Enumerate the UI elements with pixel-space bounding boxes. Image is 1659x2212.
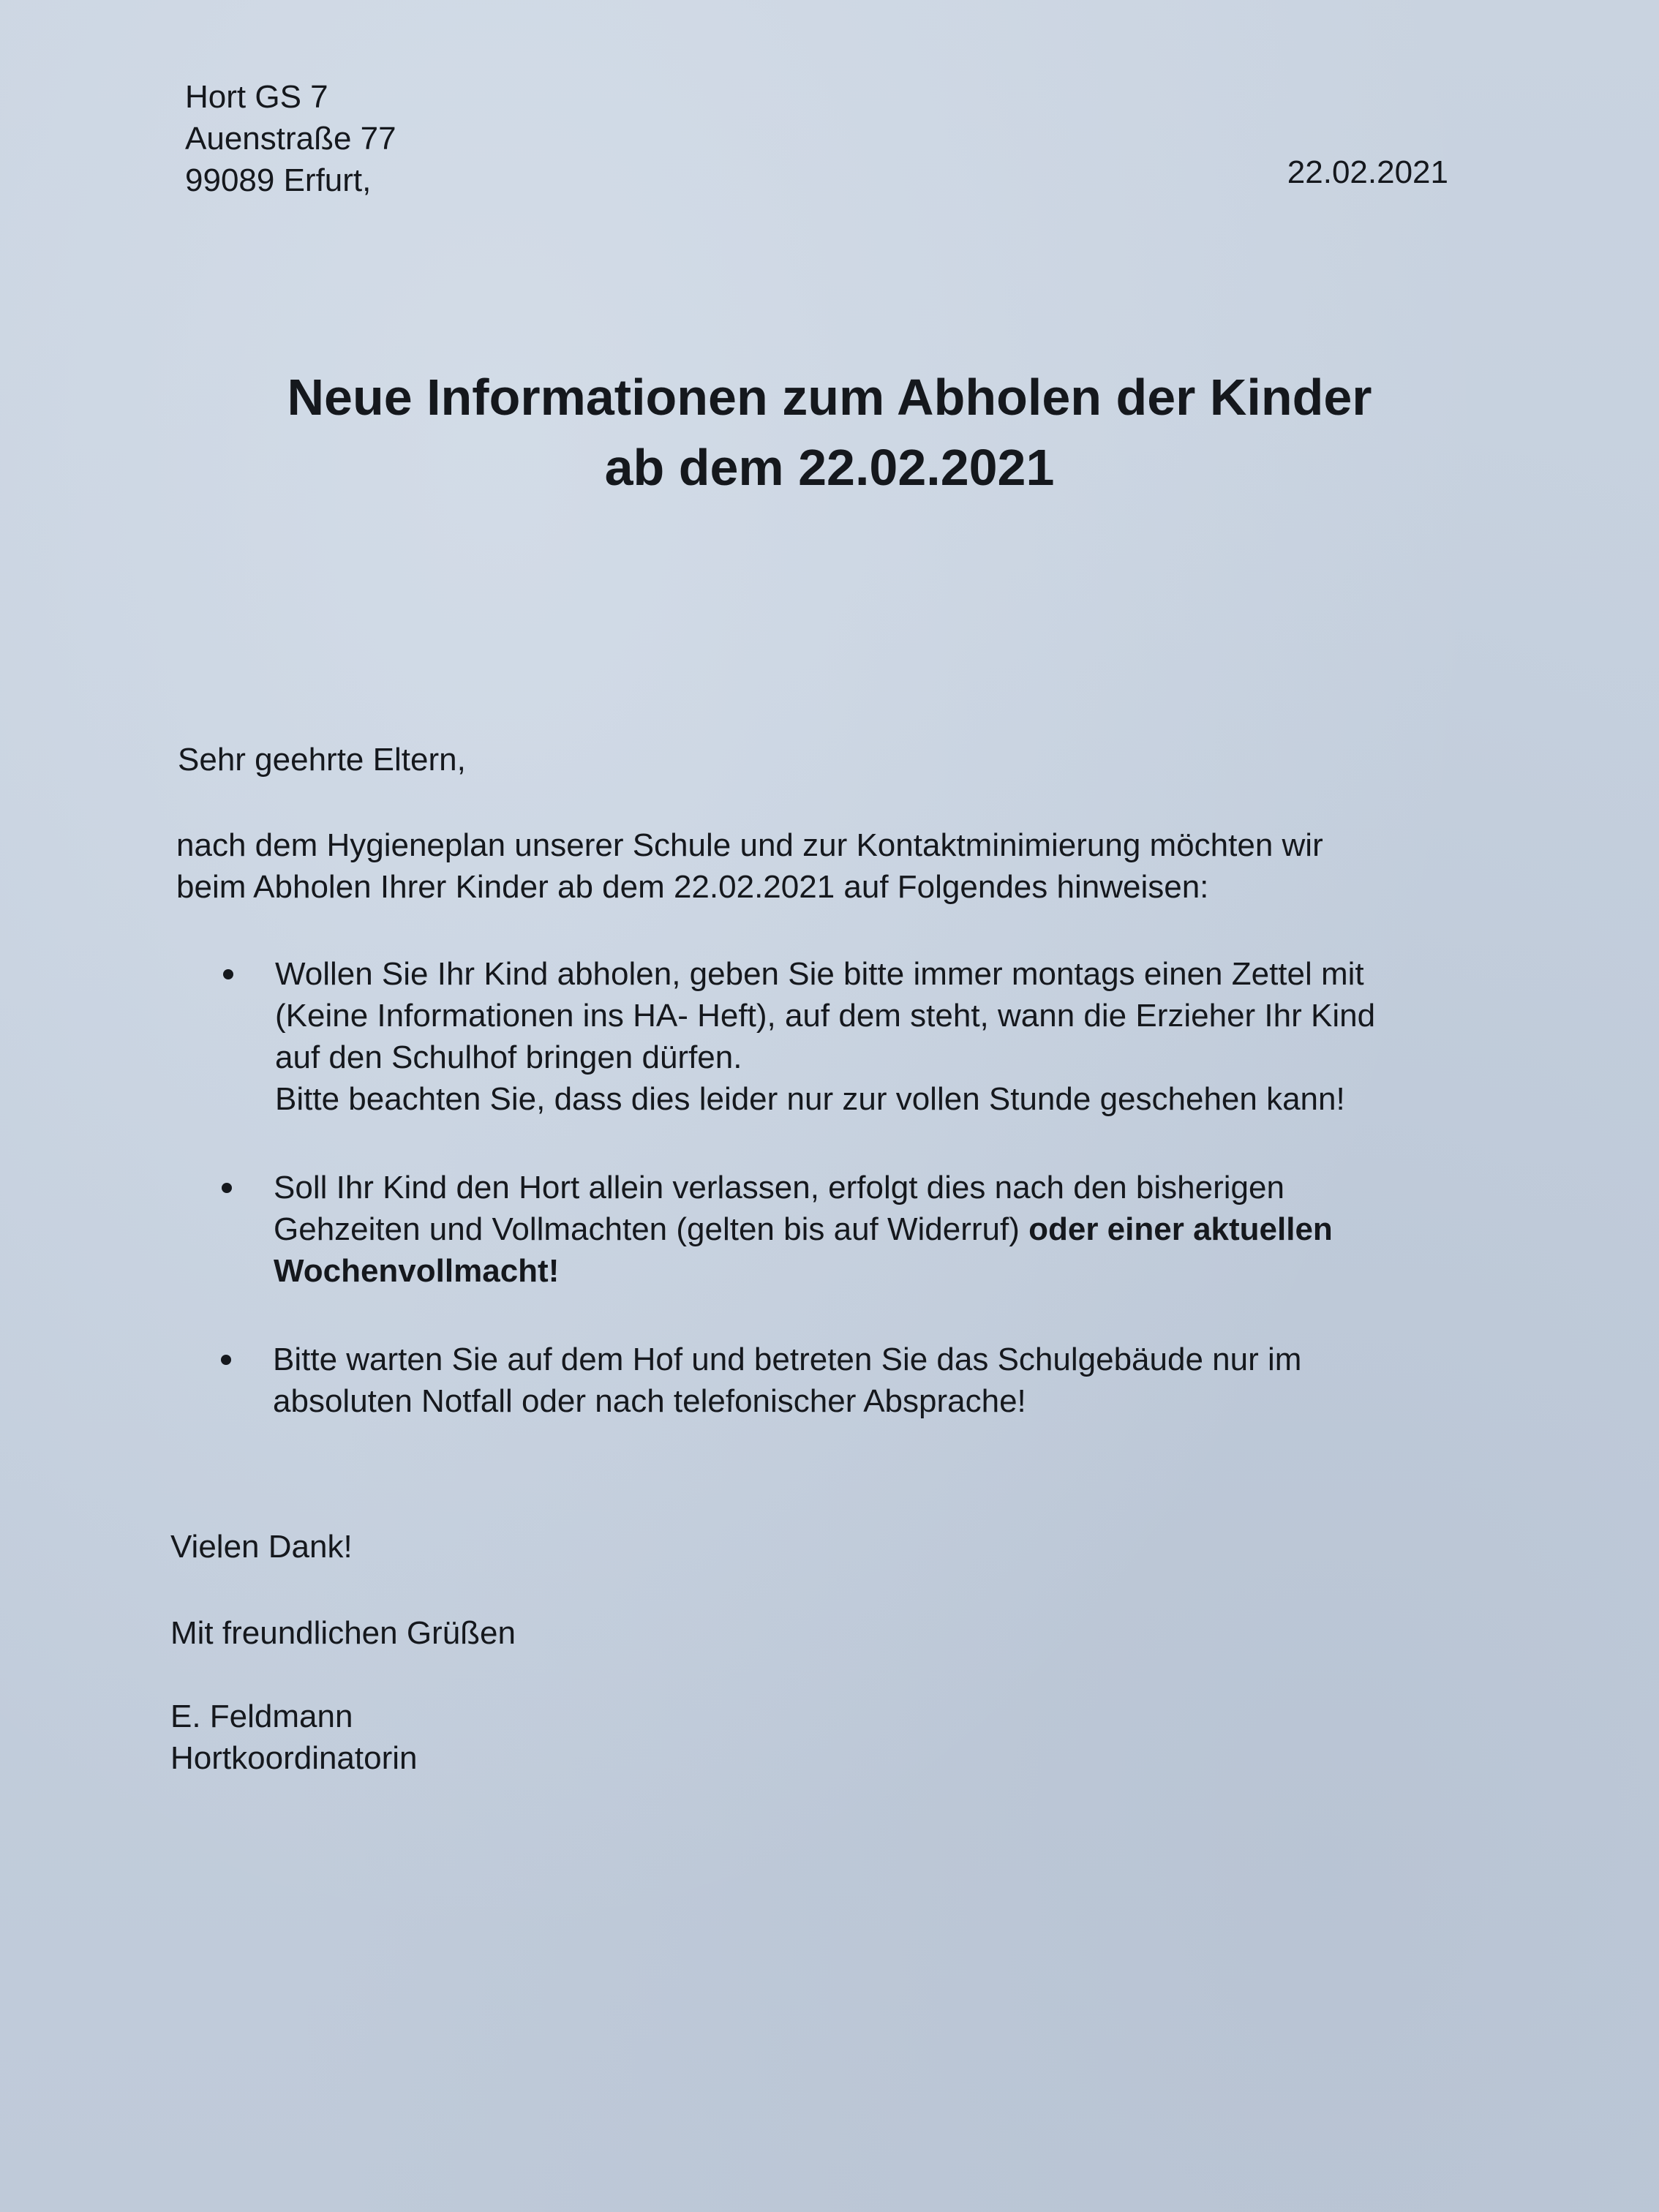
- bullet-2-line-2-bold: oder einer aktuellen: [1028, 1211, 1333, 1247]
- intro-line-1: nach dem Hygieneplan unserer Schule und zur Kontaktminimierung möchten wir: [176, 827, 1323, 863]
- bullet-3-line-1: Bitte warten Sie auf dem Hof und betreten Sie das Schulgebäude nur im: [273, 1342, 1302, 1377]
- salutation: Sehr geehrte Eltern,: [178, 742, 466, 778]
- letter-title: [0, 362, 1659, 503]
- bullet-1-line-1: Wollen Sie Ihr Kind abholen, geben Sie bitte immer montags einen Zettel mit: [275, 956, 1364, 992]
- bullet-2-line-3: Wochenvollmacht!: [274, 1253, 560, 1289]
- signer-name: E. Feldmann: [170, 1698, 353, 1734]
- title-line-1: Neue Informationen zum Abholen der Kinder: [287, 369, 1372, 426]
- bullet-2-line-1: Soll Ihr Kind den Hort allein verlassen, erfolgt dies nach den bisherigen: [274, 1170, 1284, 1205]
- signature-block: [170, 1696, 418, 1779]
- bullet-item-wait-outside: [174, 1339, 1301, 1422]
- signer-role: Hortkoordinatorin: [170, 1740, 418, 1776]
- bullet-1-line-2: (Keine Informationen ins HA- Heft), auf dem steht, wann die Erzieher Ihr Kind: [275, 998, 1376, 1034]
- bullet-dot-icon: [221, 1355, 231, 1365]
- sender-street: Auenstraße 77: [185, 121, 396, 157]
- title-line-2: ab dem 22.02.2021: [604, 439, 1055, 496]
- bullet-2-line-2-regular: Gehzeiten und Vollmachten (gelten bis auf Widerruf): [274, 1211, 1029, 1247]
- sender-address: [185, 76, 396, 201]
- intro-line-2: beim Abholen Ihrer Kinder ab dem 22.02.2021 auf Folgendes hinweisen:: [176, 869, 1209, 905]
- sender-city: 99089 Erfurt,: [185, 162, 372, 198]
- bullet-1-line-4: Bitte beachten Sie, dass dies leider nur zur vollen Stunde geschehen kann!: [275, 1081, 1345, 1117]
- bullet-dot-icon: [222, 1183, 232, 1193]
- bullet-item-leave-alone: [175, 1167, 1333, 1292]
- intro-paragraph: [176, 824, 1323, 908]
- bullet-3-line-2: absoluten Notfall oder nach telefonischer Absprache!: [273, 1383, 1026, 1419]
- closing-thanks: Vielen Dank!: [170, 1529, 353, 1565]
- bullet-2-line-2: [274, 1208, 1333, 1250]
- bullet-1-line-3: auf den Schulhof bringen dürfen.: [275, 1039, 742, 1075]
- bullet-dot-icon: [223, 969, 233, 979]
- sender-name: Hort GS 7: [185, 79, 328, 115]
- letter-date: 22.02.2021: [1287, 154, 1448, 190]
- closing-greeting: Mit freundlichen Grüßen: [170, 1615, 516, 1651]
- bullet-item-pickup: [176, 953, 1375, 1120]
